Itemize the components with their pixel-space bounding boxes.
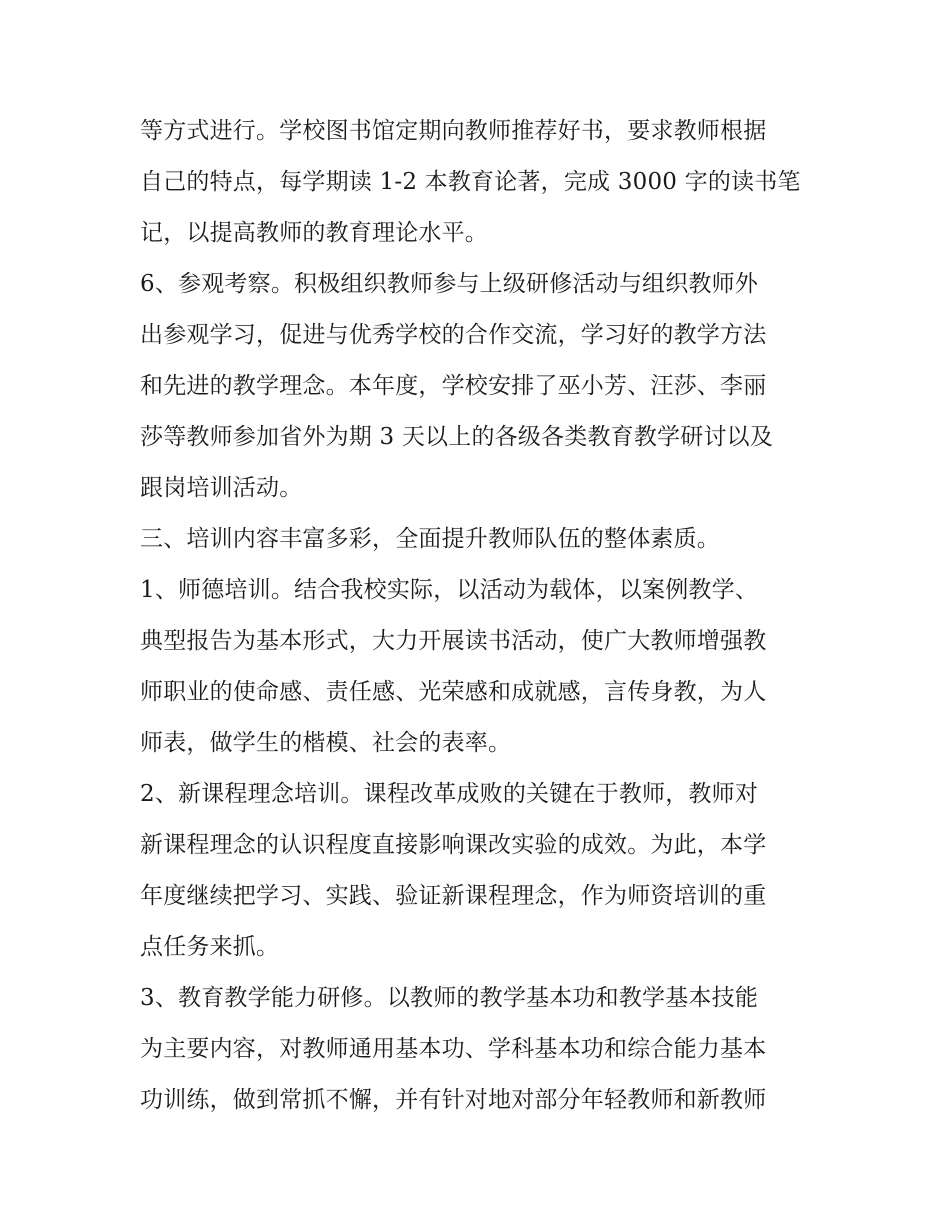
text-line: 师表，做学生的楷模、社会的表率。 bbox=[140, 730, 512, 756]
text-line: 新课程理念的认识程度直接影响课改实验的成效。为此，本学 bbox=[140, 832, 767, 858]
text-line: 2、新课程理念培训。课程改革成败的关键在于教师，教师对 bbox=[140, 781, 759, 807]
text-line: 等方式进行。学校图书馆定期向教师推荐好书，要求教师根据 bbox=[140, 118, 767, 144]
text-line: 师职业的使命感、责任感、光荣感和成就感，言传身教，为人 bbox=[140, 679, 767, 705]
text-line: 为主要内容，对教师通用基本功、学科基本功和综合能力基本 bbox=[140, 1036, 767, 1062]
text-line: 出参观学习，促进与优秀学校的合作交流，学习好的教学方法 bbox=[140, 322, 767, 348]
text-line: 点任务来抓。 bbox=[140, 934, 280, 960]
section-heading: 三、培训内容丰富多彩，全面提升教师队伍的整体素质。 bbox=[140, 526, 720, 552]
text-line: 莎等教师参加省外为期 3 天以上的各级各类教育教学研讨以及 bbox=[140, 424, 774, 450]
text-line: 功训练，做到常抓不懈，并有针对地对部分年轻教师和新教师 bbox=[140, 1087, 767, 1113]
text-line: 典型报告为基本形式，大力开展读书活动，使广大教师增强教 bbox=[140, 628, 767, 654]
text-line: 和先进的教学理念。本年度，学校安排了巫小芳、汪莎、李丽 bbox=[140, 373, 767, 399]
text-line: 跟岗培训活动。 bbox=[140, 475, 303, 501]
document-body bbox=[140, 106, 820, 1126]
text-line: 1、师德培训。结合我校实际，以活动为载体，以案例教学、 bbox=[140, 577, 759, 603]
text-line: 3、教育教学能力研修。以教师的教学基本功和教学基本技能 bbox=[140, 985, 759, 1011]
text-line: 6、参观考察。积极组织教师参与上级研修活动与组织教师外 bbox=[140, 271, 759, 297]
text-line: 记，以提高教师的教育理论水平。 bbox=[140, 220, 488, 246]
text-line: 年度继续把学习、实践、验证新课程理念，作为师资培训的重 bbox=[140, 883, 767, 909]
text-line: 自己的特点，每学期读 1-2 本教育论著，完成 3000 字的读书笔 bbox=[140, 169, 801, 195]
